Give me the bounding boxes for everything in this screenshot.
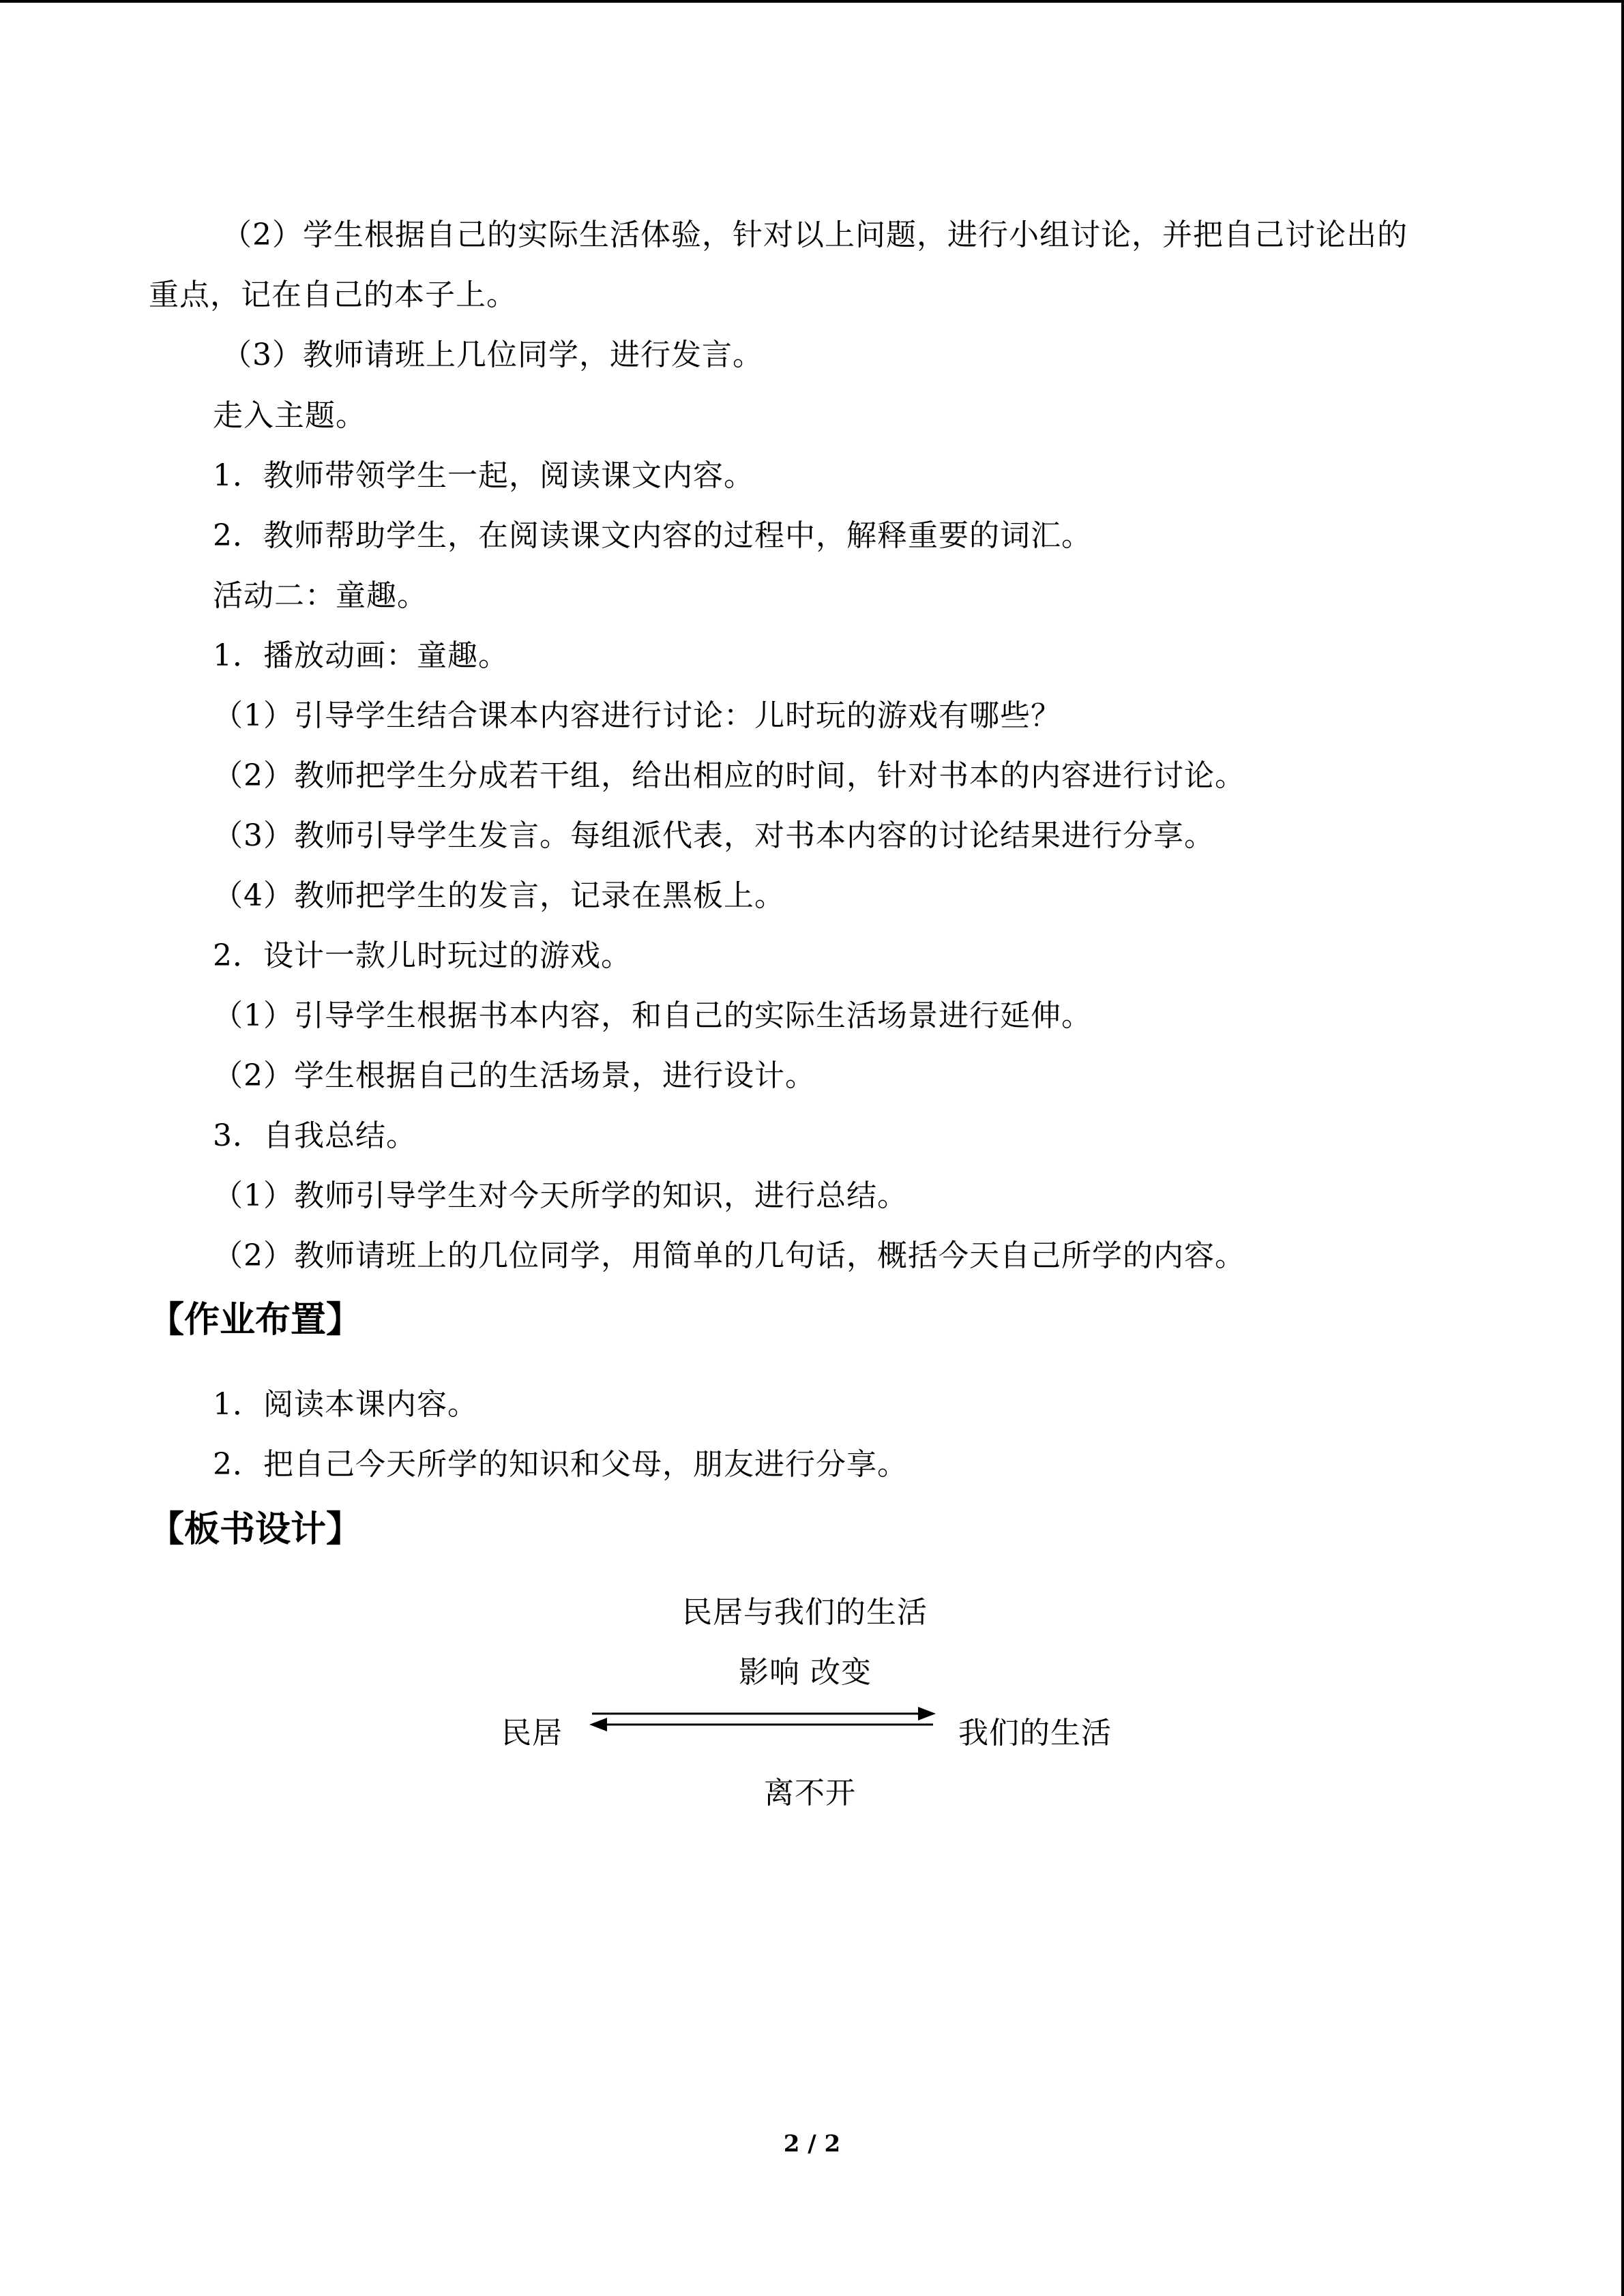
board-bottom-label: 离不开 [764, 1776, 856, 1810]
board-right-label: 我们的生活 [958, 1716, 1112, 1750]
body-line: （4）教师把学生的发言，记录在黑板上。 [213, 878, 785, 913]
body-line: （2）教师把学生分成若干组，给出相应的时间，针对书本的内容进行讨论。 [213, 758, 1245, 793]
body-line: 走入主题。 [213, 398, 366, 433]
body-line: 2．教师帮助学生，在阅读课文内容的过程中，解释重要的词汇。 [213, 518, 1092, 553]
body-line: （2）学生根据自己的实际生活体验，针对以上问题，进行小组讨论，并把自己讨论出的 [222, 218, 1408, 252]
body-line: 1．播放动画：童趣。 [213, 638, 509, 673]
body-line: （1）引导学生结合课本内容进行讨论：儿时玩的游戏有哪些？ [213, 698, 1061, 733]
board-left-label: 民居 [501, 1716, 563, 1750]
homework-item: 1．阅读本课内容。 [213, 1387, 478, 1422]
body-line: （2）教师请班上的几位同学，用简单的几句话，概括今天自己所学的内容。 [213, 1238, 1245, 1273]
body-line: 2．设计一款儿时玩过的游戏。 [213, 938, 632, 973]
body-line: （3）教师引导学生发言。每组派代表，对书本内容的讨论结果进行分享。 [213, 818, 1215, 853]
board-top-label: 影响 改变 [739, 1655, 872, 1690]
body-line: （1）引导学生根据书本内容，和自己的实际生活场景进行延伸。 [213, 998, 1092, 1033]
body-line: 3．自我总结。 [213, 1118, 417, 1153]
homework-heading: 【作业布置】 [149, 1300, 362, 1341]
body-line: （1）教师引导学生对今天所学的知识，进行总结。 [213, 1178, 908, 1213]
homework-item: 2．把自己今天所学的知识和父母，朋友进行分享。 [213, 1447, 908, 1482]
board-title: 民居与我们的生活 [682, 1595, 928, 1630]
body-line: （2）学生根据自己的生活场景，进行设计。 [213, 1058, 816, 1093]
body-line: 1．教师带领学生一起，阅读课文内容。 [213, 458, 754, 493]
page-number: 2 / 2 [783, 2130, 841, 2158]
board-heading: 【板书设计】 [149, 1509, 362, 1550]
body-line: （3）教师请班上几位同学，进行发言。 [222, 338, 763, 372]
double-arrow-icon [585, 1701, 940, 1742]
body-line: 重点，记在自己的本子上。 [149, 278, 517, 312]
body-line: 活动二：童趣。 [213, 578, 428, 613]
